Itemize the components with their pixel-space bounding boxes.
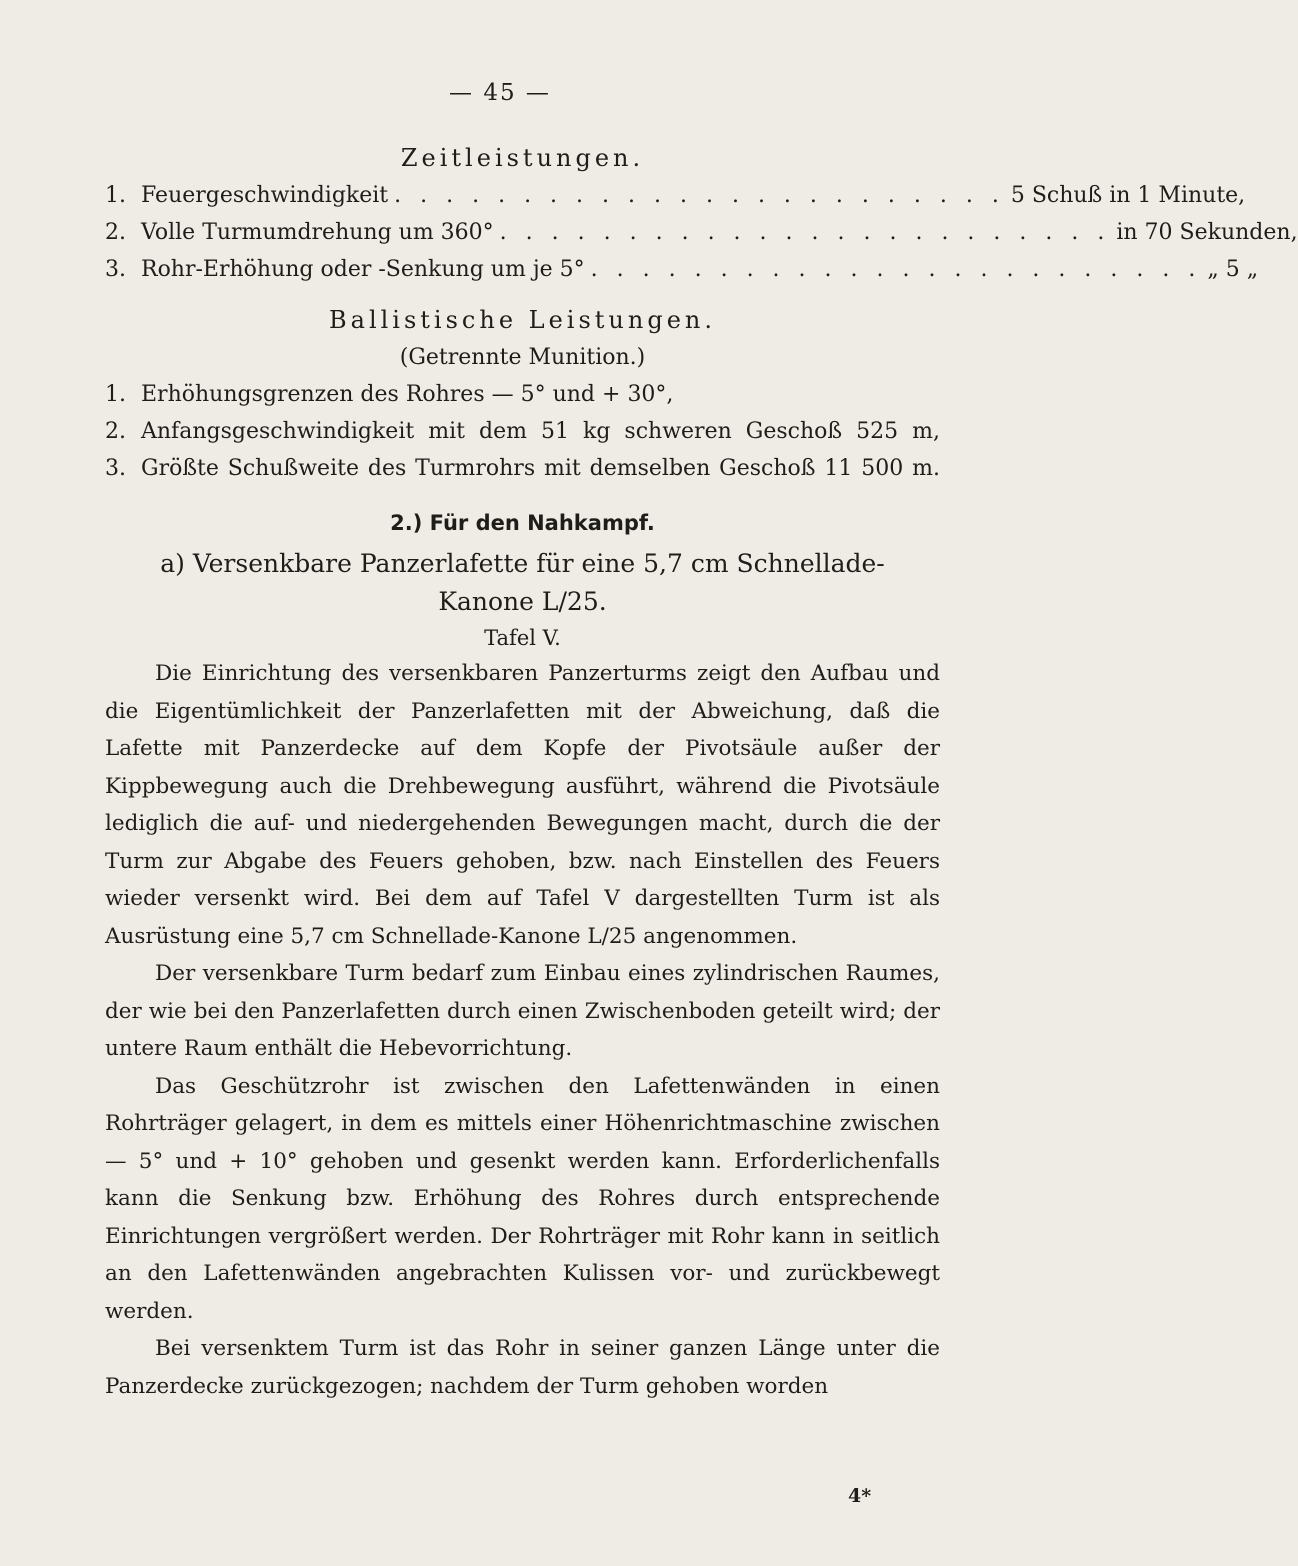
spacer [105, 288, 940, 302]
plate-reference: Tafel V. [484, 626, 561, 650]
section-title-zeitleistungen: Zeitleistungen. [400, 144, 645, 172]
spacer [105, 487, 940, 501]
leader-dots: . . . . . . . . . . . . . . . . . . . . . . . . [394, 183, 1005, 208]
item-number: 3. [105, 257, 126, 282]
list-item [105, 251, 1259, 288]
leader-dots: . . . . . . . . . . . . . . . . . . . . . . . . [499, 220, 1111, 245]
item-text: Erhöhungsgrenzen des Rohres — 5° und + 30°, [141, 382, 674, 407]
item-label: Volle Turmumdrehung um 360° [141, 220, 494, 245]
item-text: Anfangsgeschwindigkeit mit dem 51 kg schweren Geschoß 525 m, [141, 419, 940, 444]
item-label: Feuergeschwindigkeit [141, 183, 389, 208]
list-item [105, 214, 1298, 251]
list-item [105, 413, 940, 450]
subsection-title-line-1: a) Versenkbare Panzerlafette für eine 5,7 cm Schnellade- [160, 549, 885, 578]
body-paragraph: Bei versenktem Turm ist das Rohr in seiner ganzen Länge unter die Panzerdecke zurückgezogen; nachdem der Turm gehoben worden [105, 1336, 940, 1399]
item-value: 5 Schuß in 1 Minute, [1010, 183, 1246, 208]
item-number: 2. [105, 220, 126, 245]
subsection-title-line-2: Kanone L/25. [438, 587, 607, 616]
item-text: Größte Schußweite des Turmrohrs mit demselben Geschoß 11 500 m. [141, 456, 940, 481]
section-title-ballistische-leistungen: Ballistische Leistungen. [329, 306, 716, 334]
page-number: — 45 — [449, 80, 551, 106]
body-paragraph: Die Einrichtung des versenkbaren Panzerturms zeigt den Aufbau und die Eigentümlichkeit der Panzerlafetten mit der Abweichung, daß die Lafette mit Panzerdecke auf dem Kopfe der Pivotsäule außer der Kippbewegung auch die Drehbewegung ausführt, während die Pivotsäule lediglich die auf- und niedergehenden Bewegungen macht, durch die der Turm zur Abgabe des Feuers gehoben, bzw. nach Einstellen des Feuers wieder versenkt wird. Bei dem auf Tafel V dargestellten Turm ist als Ausrüstung eine 5,7 cm Schnellade-Kanone L/25 angenommen. [105, 661, 940, 949]
item-number: 1. [105, 382, 126, 407]
list-item [105, 450, 940, 487]
item-value: „ 5 „ [1207, 257, 1259, 282]
section-title-nahkampf: 2.) Für den Nahkampf. [390, 511, 655, 535]
leader-dots: . . . . . . . . . . . . . . . . . . . . . . . . [590, 257, 1202, 282]
list-item [105, 376, 940, 413]
item-label: Rohr-Erhöhung oder -Senkung um je 5° [141, 257, 585, 282]
body-paragraph: Das Geschützrohr ist zwischen den Lafettenwänden in einen Rohrträger gelagert, in dem es mittels einer Höhenrichtmaschine zwischen — 5° und + 10° gehoben und gesenkt werden kann. Erforderlichenfalls kann die Senkung bzw. Erhöhung des Rohres durch entsprechende Einrichtungen vergrößert werden. Der Rohrträger mit Rohr kann in seitlich an den Lafettenwänden angebrachten Kulissen vor- und zurückbewegt werden. [105, 1073, 940, 1324]
body-paragraph: Der versenkbare Turm bedarf zum Einbau eines zylindrischen Raumes, der wie bei den Panzerlafetten durch einen Zwischenboden geteilt wird; der untere Raum enthält die Hebevorrichtung. [105, 961, 940, 1061]
item-number: 1. [105, 183, 126, 208]
item-number: 3. [105, 456, 126, 481]
page-content [105, 140, 1298, 1405]
list-item [105, 177, 1246, 214]
section-subtitle: (Getrennte Munition.) [399, 345, 646, 370]
signature-mark: 4* [848, 1485, 872, 1507]
item-value: in 70 Sekunden, [1116, 220, 1298, 245]
item-number: 2. [105, 419, 126, 444]
